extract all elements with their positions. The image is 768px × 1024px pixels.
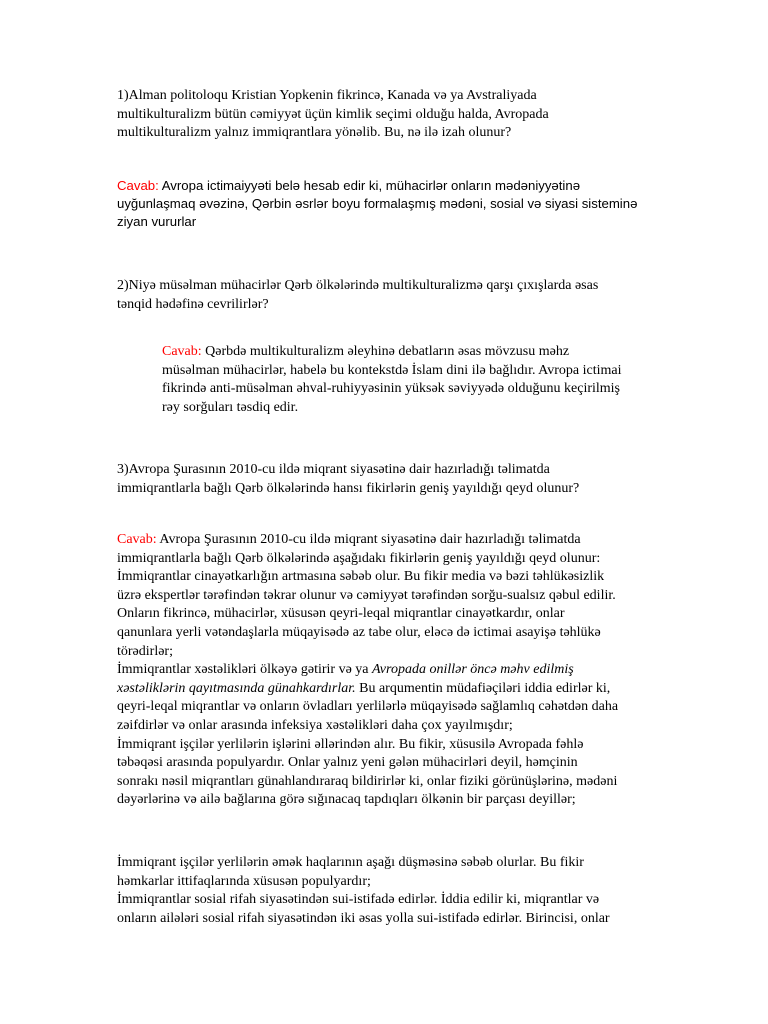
answer-3-line: üzrə ekspertlər tərəfindən təkrar olunur və cəmiyyət tərəfindən sorğu-sualsız qəbul edilir. (117, 587, 616, 603)
answer-3-line: Onların fikrincə, mühacirlər, xüsusən qeyri-leqal miqrantlar cinayətkardır, onlar (117, 606, 565, 622)
answer-1-first-line (117, 177, 637, 195)
answer-2-first-line (162, 343, 622, 362)
answer-3-line: qanunlara yerli vətəndaşlarla müqayisədə az tabe olur, eləcə də ictimai asayişə təhlükə (117, 624, 601, 640)
answer-2 (162, 343, 622, 417)
answer-3-mixed-line (117, 680, 618, 699)
answer-3-first-line (117, 531, 618, 550)
question-1-line: multikulturalizm yalnız immiqrantlara yönəlib. Bu, nə ilə izah olunur? (117, 125, 512, 141)
answer-3-continuation (117, 854, 610, 928)
question-3 (117, 461, 579, 498)
answer-3-line: İmmiqrant işçilər yerlilərin əmək haqlarının aşağı düşməsinə səbəb olurlar. Bu fikir (117, 855, 584, 870)
answer-label: Cavab: (162, 344, 202, 359)
answer-3-line: immiqrantlarla bağlı Qərb ölkələrində aşağıdakı fikirlərin geniş yayıldığı qeyd olunur: (117, 550, 601, 566)
question-2-line: 2)Niyə müsəlman mühacirlər Qərb ölkələrində multikulturalizmə qarşı çıxışlarda əsas (117, 278, 599, 293)
answer-3-line: sonrakı nəsil miqrantları günahlandıraraq bildirirlər ki, onlar fiziki görünüşlərinə, mədəni (117, 773, 618, 789)
answer-2-line: müsəlman mühacirlər, habelə bu kontekstdə İslam dini ilə bağlıdır. Avropa ictimai (162, 362, 622, 378)
answer-3-mixed-line (117, 661, 618, 680)
answer-1-text: Avropa ictimaiyyəti belə hesab edir ki, mühacirlər onların mədəniyyətinə (158, 178, 581, 193)
answer-2-line: fikrində anti-müsəlman əhval-ruhiyyəsinin yüksək səviyyədə olduğunu keçirilmiş (162, 381, 621, 397)
answer-2-line: rəy sorğuları təsdiq edir. (162, 399, 299, 415)
answer-3-line: dəyərlərinə və ailə bağlarına görə sığınacaq tapdıqları ölkənin bir parçası deyillər; (117, 792, 576, 808)
answer-label: Cavab: (117, 178, 159, 193)
answer-3-text: Bu arqumentin müdafiəçiləri iddia edirlər ki, (355, 680, 611, 696)
answer-3-line: İmmiqrant işçilər yerlilərin işlərini əllərindən alır. Bu fikir, xüsusilə Avropada fəhlə (117, 736, 584, 752)
answer-3-text: İmmiqrantlar xəstəlikləri ölkəyə gətirir və ya (117, 662, 373, 678)
question-2 (117, 277, 598, 314)
answer-3-line: qeyri-leqal miqrantlar və onların övladları yerlilərlə müqayisədə sağlamlıq cəhətdən daha (117, 699, 619, 715)
question-1 (117, 87, 549, 143)
question-3-line: immiqrantlarla bağlı Qərb ölkələrində hansı fikirlərin geniş yayıldığı qeyd olunur? (117, 480, 580, 496)
answer-3-line: İmmiqrantlar cinayətkarlığın artmasına səbəb olur. Bu fikir media və bəzi təhlükəsizlik (117, 569, 605, 585)
answer-3-italic-text: xəstəliklərin qayıtmasında günahkardırlar. (117, 680, 356, 696)
answer-1-line: uyğunlaşmaq əvəzinə, Qərbin əsrlər boyu formalaşmış mədəni, sosial və siyasi sisteminə (117, 196, 638, 212)
answer-3 (117, 531, 618, 810)
answer-3-line: həmkarlar ittifaqlarında xüsusən populyardır; (117, 873, 371, 889)
question-1-line: 1)Alman politoloqu Kristian Yopkenin fikrincə, Kanada və ya Avstraliyada (117, 88, 537, 103)
answer-3-line: törədirlər; (117, 643, 173, 659)
answer-3-line: zəifdirlər və onlar arasında infeksiya xəstəlikləri daha çox yayılmışdır; (117, 717, 513, 733)
answer-2-text: Qərbdə multikulturalizm əleyhinə debatların əsas mövzusu məhz (201, 344, 570, 359)
answer-1-line: ziyan vururlar (117, 214, 197, 230)
answer-label: Cavab: (117, 532, 157, 547)
question-2-line: tənqid hədəfinə cevrilirlər? (117, 296, 269, 312)
question-3-line: 3)Avropa Şurasının 2010-cu ildə miqrant siyasətinə dair hazırladığı təlimatda (117, 462, 550, 477)
question-1-line: multikulturalizm bütün cəmiyyət üçün kimlik seçimi olduğu halda, Avropada (117, 106, 549, 122)
answer-3-text: Avropa Şurasının 2010-cu ildə miqrant siyasətinə dair hazırladığı təlimatda (156, 532, 581, 547)
answer-3-line: İmmiqrantlar sosial rifah siyasətindən sui-istifadə edirlər. İddia edilir ki, miqrantlar və (117, 892, 600, 908)
answer-3-line: onların ailələri sosial rifah siyasətindən iki əsas yolla sui-istifadə edirlər. Birincisi, onlar (117, 910, 610, 926)
answer-3-line: təbəqəsi arasında populyardır. Onlar yalnız yeni gələn mühacirləri deyil, həmçinin (117, 755, 578, 771)
answer-3-italic-text: Avropada onillər öncə məhv edilmiş (372, 662, 574, 678)
answer-1 (117, 177, 637, 232)
